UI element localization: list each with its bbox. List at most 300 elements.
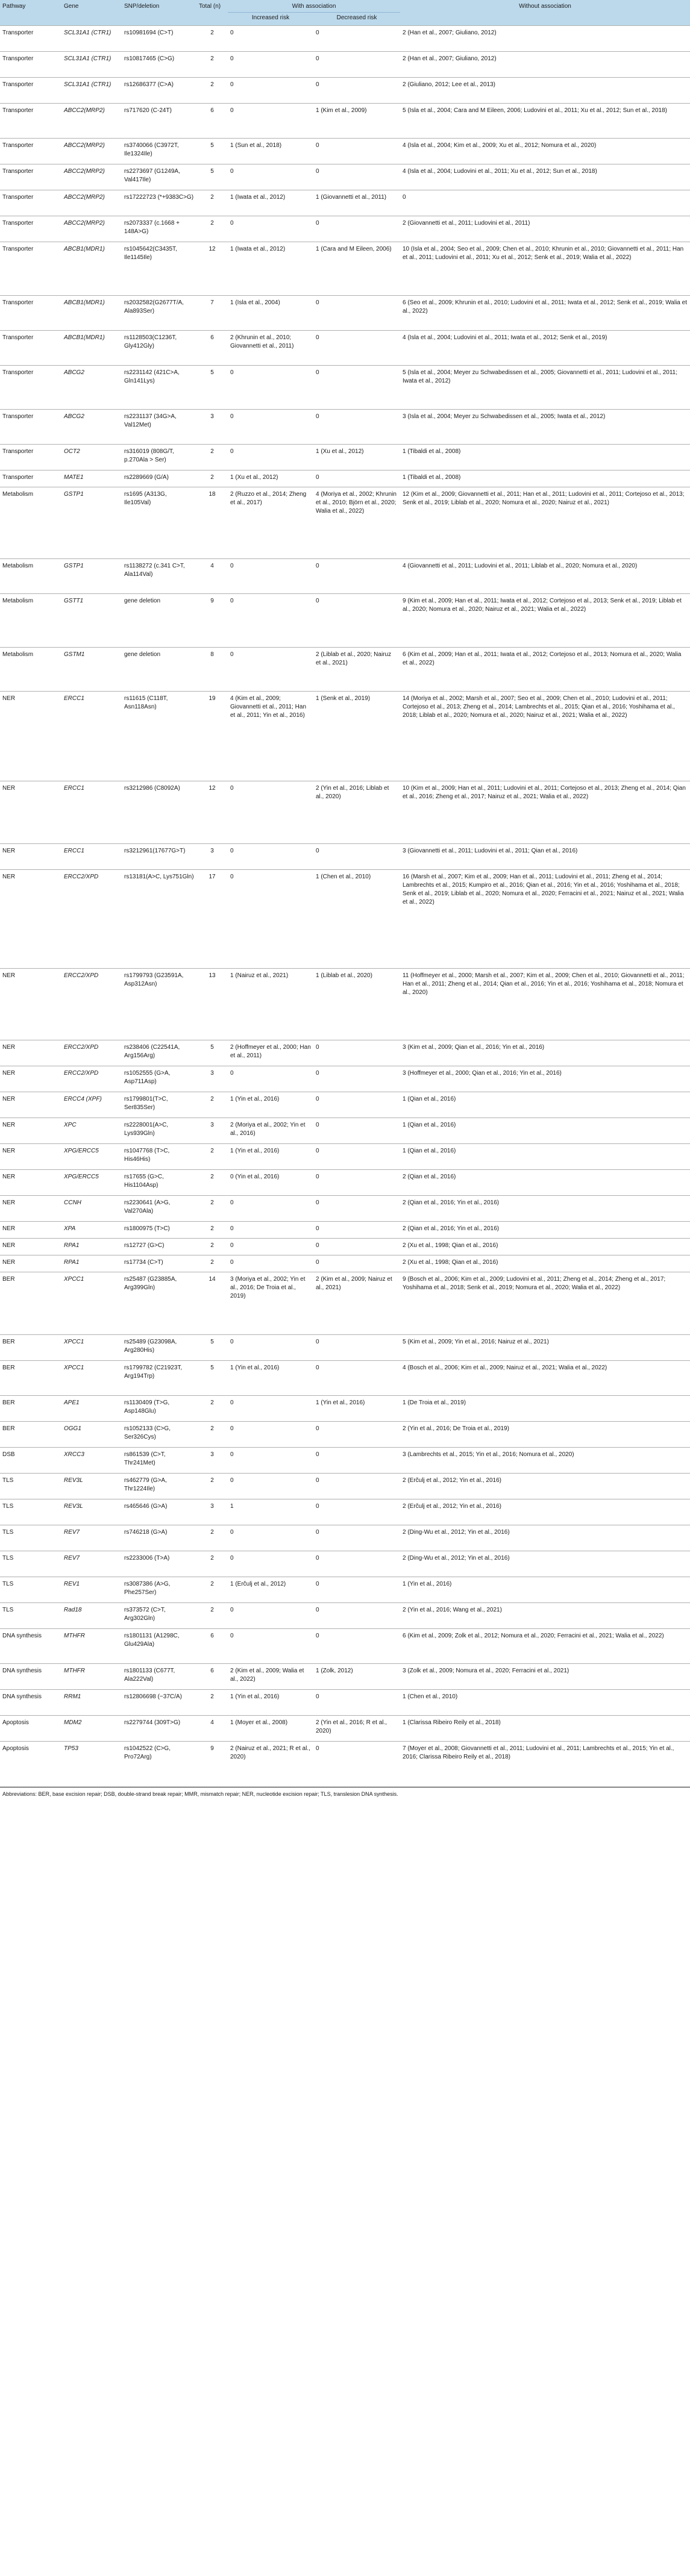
cell-pathway: TLS [2, 1477, 14, 1484]
table-row [0, 1335, 690, 1361]
table-row [0, 26, 690, 52]
cell-without-association: 2 (Xu et al., 1998; Qian et al., 2016) [403, 1242, 498, 1249]
cell-snp: rs25487 (G23885A, Arg399Gln) [124, 1276, 177, 1291]
cell-gene: REV7 [64, 1555, 80, 1562]
cell-pathway: NER [2, 1225, 16, 1232]
cell-pathway: DSB [2, 1451, 15, 1458]
cell-gene: ERCC2/XPD [64, 874, 99, 880]
cell-pathway: NER [2, 1174, 16, 1180]
cell-total: 2 [210, 1581, 214, 1587]
cell-pathway: NER [2, 1096, 16, 1102]
cell-snp: rs1130409 (T>G, Asp148Glu) [124, 1399, 170, 1415]
cell-increased-risk: 0 [230, 81, 234, 88]
cell-increased-risk: 1 (Moyer et al., 2008) [230, 1719, 288, 1726]
cell-decreased-risk: 2 (Liblab et al., 2020; Nairuz et al., 2021) [316, 651, 392, 666]
cell-total: 4 [210, 1719, 214, 1726]
cell-decreased-risk: 1 (Giovannetti et al., 2011) [316, 194, 387, 201]
table-row [0, 870, 690, 969]
cell-total: 2 [210, 1242, 214, 1249]
cell-total: 19 [209, 695, 216, 702]
cell-gene: ABCB1(MDR1) [64, 334, 105, 341]
table-row [0, 1272, 690, 1335]
cell-pathway: Metabolism [2, 651, 34, 658]
cell-total: 5 [210, 168, 214, 175]
cell-snp: rs2032582(G2677T/A, Ala893Ser) [124, 299, 184, 314]
cell-snp: rs373572 (C>T, Arg302Gln) [124, 1607, 166, 1622]
cell-without-association: 5 (Isla et al., 2004; Meyer zu Schwabedissen et al., 2005; Giovannetti et al., 2011; Ludovini et al., 2011; Iwata et al., 2012) [403, 369, 678, 384]
cell-total: 3 [210, 1070, 214, 1077]
table-row [0, 1742, 690, 1787]
cell-pathway: BER [2, 1276, 15, 1283]
cell-without-association: 2 (Han et al., 2007; Giuliano, 2012) [403, 55, 497, 62]
cell-total: 2 [210, 194, 214, 201]
cell-gene: Rad18 [64, 1607, 82, 1613]
table-row [0, 52, 690, 78]
cell-decreased-risk: 0 [316, 1503, 319, 1510]
cell-total: 7 [210, 299, 214, 306]
cell-gene: ERCC2/XPD [64, 1044, 99, 1051]
cell-pathway: NER [2, 1122, 16, 1128]
cell-decreased-risk: 2 (Yin et al., 2016; Liblab et al., 2020) [316, 785, 389, 800]
cell-pathway: NER [2, 1259, 16, 1266]
table-row [0, 844, 690, 870]
cell-snp: rs3740066 (C3972T, Ile1324Ile) [124, 142, 179, 157]
table-row [0, 366, 690, 410]
cell-gene: SCL31A1 (CTR1) [64, 55, 111, 62]
cell-without-association: 3 (Isla et al., 2004; Meyer zu Schwabedissen et al., 2005; Iwata et al., 2012) [403, 413, 606, 420]
cell-snp: rs2233006 (T>A) [124, 1555, 170, 1562]
cell-snp: rs2273697 (G1249A, Val417Ile) [124, 168, 180, 183]
cell-decreased-risk: 0 [316, 1451, 319, 1458]
table-row [0, 1629, 690, 1664]
table-row [0, 1551, 690, 1577]
cell-without-association: 2 (Yin et al., 2016; De Troia et al., 2019) [403, 1425, 509, 1432]
cell-gene: XPG/ERCC5 [64, 1148, 99, 1154]
cell-gene: ABCC2(MRP2) [64, 220, 105, 227]
cell-gene: ABCC2(MRP2) [64, 194, 105, 201]
cell-total: 5 [210, 369, 214, 376]
cell-decreased-risk: 0 [316, 1745, 319, 1752]
cell-snp: rs3212986 (C8092A) [124, 785, 180, 792]
cell-increased-risk: 0 [230, 1477, 234, 1484]
cell-increased-risk: 2 (Moriya et al., 2002; Yin et al., 2016) [230, 1122, 306, 1137]
cell-total: 12 [209, 785, 216, 792]
cell-gene: ERCC2/XPD [64, 1070, 99, 1077]
cell-gene: OGG1 [64, 1425, 81, 1432]
cell-snp: rs316019 (808G/T, p.270Ala > Ser) [124, 448, 174, 463]
table-row [0, 969, 690, 1040]
cell-total: 18 [209, 491, 216, 498]
cell-total: 6 [210, 107, 214, 114]
cell-gene: SCL31A1 (CTR1) [64, 30, 111, 36]
cell-pathway: NER [2, 972, 16, 979]
cell-gene: GSTT1 [64, 598, 84, 604]
table-row [0, 1092, 690, 1118]
cell-without-association: 5 (Isla et al., 2004; Cara and M Eileen, 2006; Ludovini et al., 2011; Xu et al., 2012; Sun et al., 2018) [403, 107, 667, 114]
cell-decreased-risk: 0 [316, 1339, 319, 1345]
cell-pathway: NER [2, 785, 16, 792]
cell-pathway: BER [2, 1365, 15, 1371]
cell-increased-risk: 2 (Khrunin et al., 2010; Giovannetti et al., 2011) [230, 334, 294, 349]
cell-snp: rs17655 (G>C, His1104Asp) [124, 1174, 164, 1189]
cell-snp: rs12727 (G>C) [124, 1242, 165, 1249]
cell-decreased-risk: 0 [316, 1529, 319, 1536]
cell-gene: ABCB1(MDR1) [64, 246, 105, 252]
table-body [0, 26, 690, 1787]
table-row [0, 1664, 690, 1690]
cell-total: 2 [210, 1174, 214, 1180]
table-row [0, 445, 690, 470]
cell-total: 6 [210, 1633, 214, 1639]
cell-without-association: 10 (Kim et al., 2009; Han et al., 2011; Ludovini et al., 2011; Cortejoso et al., 2013; Zheng et al., 2014; Qian et al., 2016; Zheng et al., 2017; Nairuz et al., 2021; Walia et al., 2022) [403, 785, 686, 800]
table-row [0, 1255, 690, 1272]
cell-decreased-risk: 1 (Senk et al., 2019) [316, 695, 371, 702]
cell-increased-risk: 0 [230, 1199, 234, 1206]
cell-gene: GSTP1 [64, 491, 84, 498]
cell-total: 2 [210, 30, 214, 36]
cell-decreased-risk: 2 (Yin et al., 2016; R et al., 2020) [316, 1719, 387, 1734]
cell-decreased-risk: 0 [316, 334, 319, 341]
cell-pathway: Apoptosis [2, 1745, 29, 1752]
cell-increased-risk: 0 [230, 448, 234, 455]
cell-pathway: Transporter [2, 334, 34, 341]
cell-increased-risk: 1 (Yin et al., 2016) [230, 1096, 280, 1102]
cell-total: 9 [210, 598, 214, 604]
cell-decreased-risk: 0 [316, 1070, 319, 1077]
cell-increased-risk: 0 (Yin et al., 2016) [230, 1174, 280, 1180]
cell-decreased-risk: 0 [316, 1633, 319, 1639]
cell-gene: ERCC1 [64, 785, 84, 792]
cell-snp: rs462779 (G>A, Thr1224Ile) [124, 1477, 167, 1492]
cell-snp: rs25489 (G23098A, Arg280His) [124, 1339, 177, 1354]
cell-gene: XPG/ERCC5 [64, 1174, 99, 1180]
cell-pathway: TLS [2, 1607, 14, 1613]
cell-snp: rs11615 (C118T, Asn118Asn) [124, 695, 168, 710]
cell-snp: rs1799801(T>C, Ser835Ser) [124, 1096, 168, 1111]
cell-increased-risk: 0 [230, 413, 234, 420]
cell-decreased-risk: 0 [316, 1607, 319, 1613]
cell-without-association: 4 (Isla et al., 2004; Kim et al., 2009; Xu et al., 2012; Nomura et al., 2020) [403, 142, 597, 149]
cell-without-association: 3 (Giovannetti et al., 2011; Ludovini et al., 2011; Qian et al., 2016) [403, 848, 578, 854]
cell-snp: rs1045642(C3435T, Ile1145Ile) [124, 246, 177, 261]
cell-without-association: 4 (Bosch et al., 2006; Kim et al., 2009; Nairuz et al., 2021; Walia et al., 2022) [403, 1365, 607, 1371]
footnote: Abbreviations: BER, base excision repair; DSB, double-strand break repair; MMR, mismatch repair; NER, nucleotide excision repair; TLS, translesion DNA synthesis. [2, 1791, 398, 1797]
cell-snp: rs10981694 (C>T) [124, 30, 174, 36]
cell-pathway: Transporter [2, 107, 34, 114]
cell-increased-risk: 2 (Hoffmeyer et al., 2000; Han et al., 2011) [230, 1044, 311, 1059]
cell-increased-risk: 1 (Iwata et al., 2012) [230, 194, 286, 201]
cell-increased-risk: 0 [230, 1070, 234, 1077]
cell-snp: rs12806698 (−37C/A) [124, 1693, 182, 1700]
cell-total: 2 [210, 1529, 214, 1536]
cell-pathway: BER [2, 1425, 15, 1432]
table-row [0, 1603, 690, 1629]
table-row [0, 1239, 690, 1255]
table-row [0, 1716, 690, 1742]
cell-total: 14 [209, 1276, 216, 1283]
cell-pathway: Transporter [2, 194, 34, 201]
cell-snp: rs1800975 (T>C) [124, 1225, 170, 1232]
cell-snp: rs2230641 (A>G, Val270Ala) [124, 1199, 171, 1215]
cell-increased-risk: 1 (Yin et al., 2016) [230, 1148, 280, 1154]
cell-without-association: 3 (Lambrechts et al., 2015; Yin et al., 2016; Nomura et al., 2020) [403, 1451, 574, 1458]
cell-pathway: NER [2, 874, 16, 880]
cell-total: 2 [210, 474, 214, 481]
cell-without-association: 4 (Giovannetti et al., 2011; Ludovini et al., 2011; Liblab et al., 2020; Nomura et al., 2020) [403, 563, 638, 569]
cell-total: 2 [210, 1399, 214, 1406]
cell-snp: rs238406 (C22541A, Arg156Arg) [124, 1044, 180, 1059]
cell-pathway: DNA synthesis [2, 1693, 42, 1700]
cell-increased-risk: 0 [230, 1225, 234, 1232]
header-total: Total (n) [196, 0, 228, 26]
cell-total: 2 [210, 1199, 214, 1206]
cell-total: 3 [210, 413, 214, 420]
cell-pathway: Apoptosis [2, 1719, 29, 1726]
cell-gene: GSTM1 [64, 651, 85, 658]
cell-gene: MDM2 [64, 1719, 82, 1726]
cell-increased-risk: 0 [230, 220, 234, 227]
cell-total: 8 [210, 651, 214, 658]
cell-decreased-risk: 1 (Kim et al., 2009) [316, 107, 367, 114]
cell-gene: ERCC1 [64, 848, 84, 854]
cell-decreased-risk: 0 [316, 1259, 319, 1266]
cell-total: 2 [210, 448, 214, 455]
cell-snp: rs17734 (C>T) [124, 1259, 163, 1266]
cell-gene: MTHFR [64, 1668, 85, 1674]
cell-decreased-risk: 0 [316, 55, 319, 62]
cell-total: 2 [210, 1607, 214, 1613]
cell-decreased-risk: 0 [316, 1555, 319, 1562]
cell-gene: ABCG2 [64, 413, 84, 420]
cell-without-association: 14 (Moriya et al., 2002; Marsh et al., 2007; Seo et al., 2009; Chen et al., 2010; Ludovini et al., 2011; Cortejoso et al., 2013; Zheng et al., 2014; Lambrechts et al., 2015; Qian et al., 2016; Yoshihama et al., 2018; Liblab et al., 2020; Nomura et al., 2020; Nairuz et al., 2021; Walia et al., 2022) [403, 695, 675, 719]
cell-without-association: 9 (Bosch et al., 2006; Kim et al., 2009; Ludovini et al., 2011; Zheng et al., 2014; Zheng et al., 2017; Yoshihama et al., 2018; Senk et al., 2019; Nomura et al., 2020; Walia et al., 2022) [403, 1276, 666, 1291]
cell-decreased-risk: 0 [316, 1225, 319, 1232]
cell-increased-risk: 2 (Nairuz et al., 2021; R et al., 2020) [230, 1745, 310, 1760]
cell-decreased-risk: 0 [316, 81, 319, 88]
table-row [0, 648, 690, 692]
cell-decreased-risk: 0 [316, 1096, 319, 1102]
cell-increased-risk: 1 (Yin et al., 2016) [230, 1365, 280, 1371]
cell-snp: rs746218 (G>A) [124, 1529, 168, 1536]
cell-pathway: Transporter [2, 299, 34, 306]
cell-decreased-risk: 0 [316, 1122, 319, 1128]
cell-increased-risk: 2 (Ruzzo et al., 2014; Zheng et al., 2017) [230, 491, 307, 506]
cell-total: 5 [210, 1339, 214, 1345]
cell-gene: ERCC1 [64, 695, 84, 702]
cell-total: 2 [210, 1425, 214, 1432]
cell-snp: rs2228001(A>C, Lys939Gln) [124, 1122, 169, 1137]
cell-gene: REV1 [64, 1581, 80, 1587]
cell-increased-risk: 1 (Nairuz et al., 2021) [230, 972, 289, 979]
table-row [0, 1196, 690, 1222]
cell-without-association: 1 (Qian et al., 2016) [403, 1148, 456, 1154]
cell-increased-risk: 0 [230, 1633, 234, 1639]
cell-without-association: 1 (Yin et al., 2016) [403, 1581, 452, 1587]
cell-gene: MATE1 [64, 474, 84, 481]
cell-pathway: TLS [2, 1581, 14, 1587]
cell-snp: rs1695 (A313G, Ile105Val) [124, 491, 167, 506]
cell-pathway: Metabolism [2, 491, 34, 498]
cell-increased-risk: 1 (Isla et al., 2004) [230, 299, 280, 306]
cell-pathway: TLS [2, 1503, 14, 1510]
cell-increased-risk: 1 (Erčulj et al., 2012) [230, 1581, 286, 1587]
cell-snp: rs2289669 (G/A) [124, 474, 169, 481]
cell-snp: rs2231142 (421C>A, Gln141Lys) [124, 369, 180, 384]
cell-decreased-risk: 1 (Zolk, 2012) [316, 1668, 353, 1674]
cell-pathway: Metabolism [2, 598, 34, 604]
cell-increased-risk: 0 [230, 848, 234, 854]
cell-total: 6 [210, 334, 214, 341]
cell-increased-risk: 0 [230, 563, 234, 569]
cell-without-association: 2 (Erčulj et al., 2012; Yin et al., 2016) [403, 1477, 501, 1484]
cell-increased-risk: 0 [230, 168, 234, 175]
cell-increased-risk: 1 (Sun et al., 2018) [230, 142, 282, 149]
cell-pathway: TLS [2, 1555, 14, 1562]
header-decreased-risk: Decreased risk [313, 13, 400, 26]
cell-total: 5 [210, 1365, 214, 1371]
cell-pathway: NER [2, 1070, 16, 1077]
cell-increased-risk: 0 [230, 785, 234, 792]
cell-snp: rs10817465 (C>G) [124, 55, 175, 62]
cell-snp: rs1128503(C1236T, Gly412Gly) [124, 334, 177, 349]
cell-gene: APE1 [64, 1399, 80, 1406]
cell-increased-risk: 0 [230, 1607, 234, 1613]
cell-pathway: Transporter [2, 168, 34, 175]
cell-gene: MTHFR [64, 1633, 85, 1639]
cell-snp: rs2231137 (34G>A, Val12Met) [124, 413, 177, 428]
cell-snp: rs2279744 (309T>G) [124, 1719, 181, 1726]
cell-total: 2 [210, 1555, 214, 1562]
cell-decreased-risk: 0 [316, 848, 319, 854]
cell-snp: rs1801131 (A1298C, Glu429Ala) [124, 1633, 180, 1648]
cell-without-association: 0 [403, 194, 406, 201]
cell-gene: XPC [64, 1122, 77, 1128]
cell-without-association: 1 (Tibaldi et al., 2008) [403, 474, 461, 481]
cell-gene: XPCC1 [64, 1365, 84, 1371]
table-row [0, 1222, 690, 1239]
table-row [0, 1499, 690, 1525]
cell-decreased-risk: 0 [316, 1148, 319, 1154]
cell-snp: rs1799782 (C21923T, Arg194Trp) [124, 1365, 183, 1380]
table-row [0, 1040, 690, 1066]
cell-pathway: Transporter [2, 246, 34, 252]
cell-without-association: 2 (Qian et al., 2016) [403, 1174, 456, 1180]
cell-without-association: 2 (Ding-Wu et al., 2012; Yin et al., 2016) [403, 1555, 510, 1562]
cell-gene: GSTP1 [64, 563, 84, 569]
cell-increased-risk: 0 [230, 874, 234, 880]
cell-without-association: 2 (Qian et al., 2016; Yin et al., 2016) [403, 1199, 500, 1206]
cell-decreased-risk: 1 (Chen et al., 2010) [316, 874, 371, 880]
cell-decreased-risk: 0 [316, 299, 319, 306]
cell-pathway: Transporter [2, 448, 34, 455]
cell-without-association: 4 (Isla et al., 2004; Ludovini et al., 2011; Iwata et al., 2012; Senk et al., 2019) [403, 334, 607, 341]
cell-gene: XPCC1 [64, 1276, 84, 1283]
cell-decreased-risk: 0 [316, 1425, 319, 1432]
cell-without-association: 2 (Ding-Wu et al., 2012; Yin et al., 2016) [403, 1529, 510, 1536]
table-row [0, 296, 690, 331]
cell-increased-risk: 0 [230, 1451, 234, 1458]
cell-increased-risk: 3 (Moriya et al., 2002; Yin et al., 2016; De Troia et al., 2019) [230, 1276, 306, 1299]
cell-without-association: 4 (Isla et al., 2004; Ludovini et al., 2011; Xu et al., 2012; Sun et al., 2018) [403, 168, 597, 175]
cell-without-association: 2 (Qian et al., 2016; Yin et al., 2016) [403, 1225, 500, 1232]
cell-decreased-risk: 1 (Cara and M Eileen, 2006) [316, 246, 392, 252]
table-row [0, 139, 690, 164]
cell-without-association: 12 (Kim et al., 2009; Giovannetti et al., 2011; Han et al., 2011; Ludovini et al., 2011; Cortejoso et al., 2013; Senk et al., 2019; Liblab et al., 2020; Nomura et al., 2020; Nairuz et al., 2021) [403, 491, 685, 506]
table-row [0, 559, 690, 594]
table-row [0, 1118, 690, 1144]
cell-without-association: 1 (Tibaldi et al., 2008) [403, 448, 461, 455]
cell-gene: SCL31A1 (CTR1) [64, 81, 111, 88]
cell-total: 3 [210, 848, 214, 854]
cell-total: 2 [210, 1693, 214, 1700]
cell-snp: rs12686377 (C>A) [124, 81, 174, 88]
cell-without-association: 2 (Giovannetti et al., 2011; Ludovini et al., 2011) [403, 220, 530, 227]
cell-decreased-risk: 0 [316, 1199, 319, 1206]
cell-total: 6 [210, 1668, 214, 1674]
cell-snp: rs1052133 (C>G, Ser326Cys) [124, 1425, 171, 1440]
table-row [0, 1690, 690, 1716]
cell-pathway: Transporter [2, 30, 34, 36]
cell-gene: XPA [64, 1225, 76, 1232]
table-row [0, 1396, 690, 1422]
cell-without-association: 1 (De Troia et al., 2019) [403, 1399, 466, 1406]
cell-snp: rs465646 (G>A) [124, 1503, 168, 1510]
cell-snp: rs1799793 (G23591A, Asp312Asn) [124, 972, 184, 987]
cell-snp: rs1047768 (T>C, His46His) [124, 1148, 170, 1163]
cell-increased-risk: 1 (Xu et al., 2012) [230, 474, 278, 481]
table-row [0, 216, 690, 242]
cell-snp: rs13181(A>C, Lys751Gln) [124, 874, 194, 880]
cell-total: 2 [210, 1148, 214, 1154]
cell-pathway: Transporter [2, 413, 34, 420]
cell-without-association: 1 (Qian et al., 2016) [403, 1122, 456, 1128]
cell-gene: ABCB1(MDR1) [64, 299, 105, 306]
table-row [0, 487, 690, 559]
cell-gene: OCT2 [64, 448, 80, 455]
cell-increased-risk: 4 (Kim et al., 2009; Giovannetti et al., 2011; Han et al., 2011; Yin et al., 2016) [230, 695, 307, 719]
cell-decreased-risk: 0 [316, 220, 319, 227]
cell-without-association: 5 (Kim et al., 2009; Yin et al., 2016; Nairuz et al., 2021) [403, 1339, 549, 1345]
header-pathway: Pathway [0, 0, 61, 26]
cell-decreased-risk: 0 [316, 413, 319, 420]
cell-decreased-risk: 0 [316, 1044, 319, 1051]
cell-pathway: NER [2, 848, 16, 854]
cell-pathway: NER [2, 695, 16, 702]
table-row [0, 1525, 690, 1551]
cell-increased-risk: 0 [230, 30, 234, 36]
cell-without-association: 10 (Isla et al., 2004; Seo et al., 2009; Chen et al., 2010; Khrunin et al., 2010; Giovannetti et al., 2011; Han et al., 2011; Ludovini et al., 2011; Xu et al., 2012; Senk et al., 2019; Walia et al., 2022) [403, 246, 684, 261]
cell-decreased-risk: 0 [316, 1477, 319, 1484]
table-row [0, 1422, 690, 1448]
cell-without-association: 3 (Hoffmeyer et al., 2000; Qian et al., 2016; Yin et al., 2016) [403, 1070, 562, 1077]
cell-gene: RPA1 [64, 1259, 80, 1266]
cell-decreased-risk: 0 [316, 1581, 319, 1587]
cell-without-association: 2 (Han et al., 2007; Giuliano, 2012) [403, 30, 497, 36]
cell-without-association: 2 (Xu et al., 1998; Qian et al., 2016) [403, 1259, 498, 1266]
cell-snp: rs2073337 (c.1668 + 148A>G) [124, 220, 180, 235]
cell-gene: REV3L [64, 1503, 83, 1510]
cell-snp: rs861539 (C>T, Thr241Met) [124, 1451, 166, 1466]
table-row [0, 78, 690, 104]
cell-without-association: 16 (Marsh et al., 2007; Kim et al., 2009; Han et al., 2011; Ludovini et al., 2011; Zheng et al., 2014; Lambrechts et al., 2015; Kumpiro et al., 2016; Qian et al., 2016; Yin et al., 2016; Yoshihama et al., 2018; Senk et al., 2019; Liblab et al., 2020; Nomura et al., 2020; Ferracini et al., 2021; Nairuz et al., 2021; Walia et al., 2022) [403, 874, 684, 905]
table-row [0, 470, 690, 487]
table-row [0, 410, 690, 445]
cell-total: 17 [209, 874, 216, 880]
cell-pathway: TLS [2, 1529, 14, 1536]
cell-gene: XPCC1 [64, 1339, 84, 1345]
cell-snp: rs1042522 (C>G, Pro72Arg) [124, 1745, 171, 1760]
cell-total: 2 [210, 1477, 214, 1484]
